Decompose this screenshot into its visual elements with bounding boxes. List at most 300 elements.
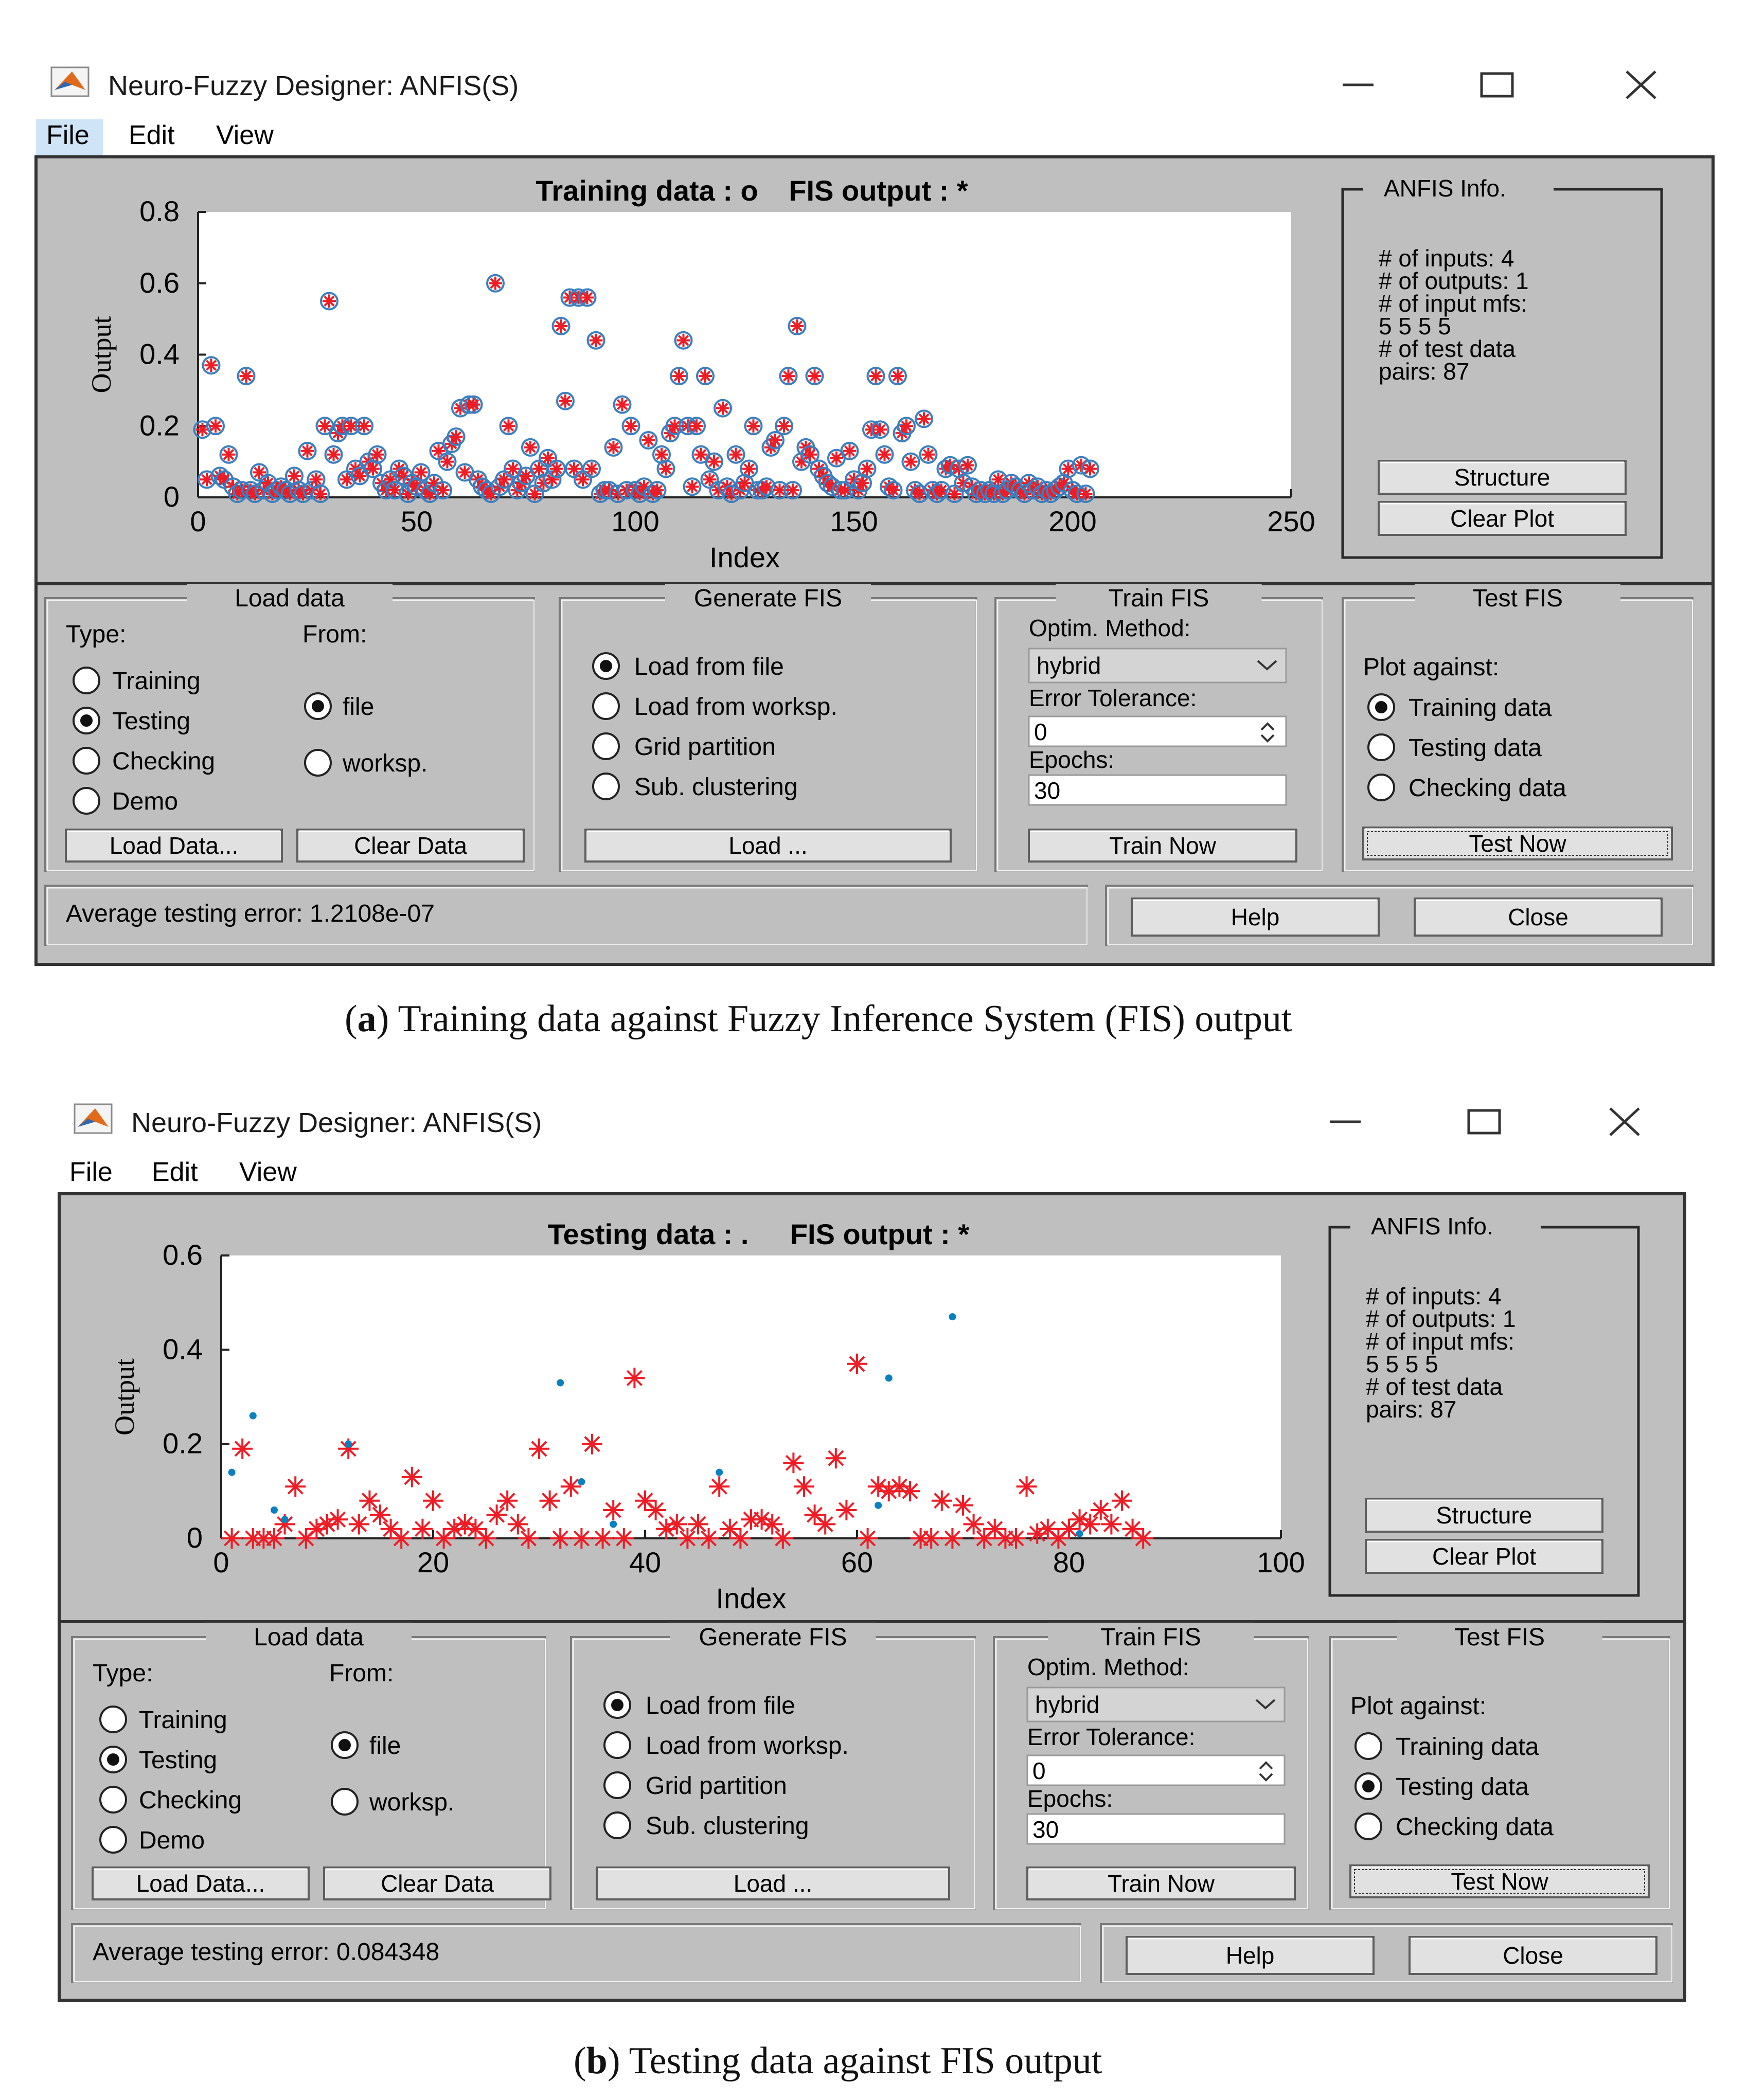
fis-output-point (742, 462, 756, 476)
fis-output-point (900, 419, 913, 433)
fis-output-point (904, 455, 918, 469)
source-radio-workspace[interactable] (332, 1789, 358, 1815)
y-tick-label: 0.4 (163, 1333, 203, 1366)
source-label: file (369, 1732, 401, 1760)
epochs-label: Epochs: (1029, 746, 1115, 773)
fis-output-point (773, 1528, 793, 1549)
fis-output-point (327, 448, 341, 461)
fis-output-point (489, 277, 502, 290)
fis-output-point (699, 1528, 719, 1549)
testing-point (610, 1521, 617, 1528)
fis-output-point (370, 1504, 390, 1525)
y-axis-label: Output (109, 1358, 140, 1436)
y-tick-label: 0 (186, 1521, 203, 1554)
fis-output-point (1091, 1500, 1111, 1520)
x-tick-label: 50 (400, 505, 433, 537)
type-radio-testing-dot (107, 1753, 119, 1766)
fis-output-point (581, 291, 594, 304)
train-fis-panel-title: Train FIS (1100, 1624, 1201, 1651)
fis-output-point (590, 334, 603, 347)
clear-plot-button-label: Clear Plot (1450, 505, 1554, 532)
error-tolerance-label: Error Tolerance: (1029, 685, 1197, 711)
testing-point (949, 1313, 956, 1320)
generate-option-label: Load from file (634, 653, 784, 680)
average-testing-error: Average testing error: 0.084348 (93, 1939, 440, 1966)
fis-output-point (402, 1467, 422, 1487)
type-label-testing: Testing (139, 1747, 218, 1774)
x-axis-label: Index (716, 1582, 787, 1614)
fis-output-point (690, 419, 703, 433)
generate-radio-dot (600, 660, 612, 672)
fis-output-point (222, 1528, 242, 1549)
window-b-canvas (0, 1039, 1747, 2100)
load-data-panel-title: Load data (235, 585, 345, 612)
source-label: worksp. (343, 750, 428, 777)
caption-letter: a (357, 998, 377, 1039)
test-fis-panel-title: Test FIS (1454, 1624, 1545, 1651)
fis-output-point (786, 483, 799, 497)
caption-body: Training data against Fuzzy Inference System (FIS) output (389, 998, 1292, 1039)
train-now-button-label: Train Now (1108, 1870, 1215, 1897)
fis-output-point (642, 434, 655, 447)
generate-radio-dot (611, 1699, 623, 1711)
fis-output-point (328, 1509, 348, 1530)
x-tick-label: 20 (417, 1546, 450, 1578)
train-now-button-label: Train Now (1109, 832, 1216, 859)
testing-point (281, 1516, 289, 1523)
close-button-label: Close (1503, 1942, 1563, 1969)
fis-output-point (961, 459, 974, 472)
type-radio-demo[interactable] (100, 1827, 126, 1853)
clear-data-button[interactable] (324, 1868, 550, 1899)
generate-option-label: Grid partition (646, 1772, 787, 1800)
fis-output-point (391, 1528, 412, 1549)
help-button-label: Help (1231, 904, 1280, 930)
fis-output-point (467, 398, 480, 411)
type-radio-checking[interactable] (100, 1787, 126, 1812)
menu-edit[interactable]: Edit (152, 1157, 198, 1187)
anfis-info-line: # of outputs: 1 (1366, 1305, 1516, 1332)
average-testing-error: Average testing error: 1.2108e-07 (66, 900, 435, 927)
x-tick-label: 200 (1048, 505, 1097, 537)
anfis-info-line: # of inputs: 4 (1366, 1283, 1502, 1309)
plot-title-left: Testing data : . (547, 1218, 749, 1250)
fis-output-point (1083, 462, 1097, 476)
fis-output-point (783, 1452, 804, 1473)
plot-against-option: Checking data (1409, 775, 1566, 802)
menu-bar (36, 119, 274, 155)
fis-output-point (412, 1519, 433, 1539)
fis-output-point (603, 1500, 623, 1520)
plot-against-radio[interactable] (1356, 1733, 1381, 1759)
testing-point (228, 1469, 236, 1476)
anfis-info-line: # of input mfs: (1379, 290, 1527, 317)
structure-button[interactable] (1379, 461, 1626, 494)
fis-output-point (677, 334, 690, 347)
load-data-button-label: Load Data... (109, 832, 239, 859)
fis-output-point (887, 483, 900, 497)
plot-against-radio[interactable] (1368, 775, 1394, 800)
fis-output-point (529, 1439, 549, 1459)
x-tick-label: 150 (830, 505, 878, 537)
source-radio-file-dot (338, 1739, 351, 1751)
fis-output-point (858, 1528, 878, 1549)
fis-output-point (815, 1514, 835, 1535)
fis-output-point (518, 1528, 539, 1549)
caption-text: (b) Testing data against FIS output (574, 2040, 1102, 2082)
fis-output-point (614, 1528, 634, 1549)
title-bar (51, 67, 1655, 101)
x-tick-label: 100 (611, 505, 659, 537)
testing-point (716, 1469, 723, 1476)
window-title: Neuro-Fuzzy Designer: ANFIS(S) (131, 1107, 542, 1138)
clear-data-button-label: Clear Data (381, 1870, 494, 1897)
load-data-panel-title: Load data (254, 1624, 364, 1651)
close-button-label: Close (1508, 904, 1568, 930)
generate-load-button-label: Load ... (733, 1870, 813, 1897)
load-data-button[interactable] (93, 1868, 309, 1899)
fis-output-point (366, 462, 380, 476)
fis-output-point (502, 419, 515, 433)
fis-output-point (677, 1528, 698, 1549)
y-tick-label: 0.6 (163, 1239, 203, 1271)
generate-radio[interactable] (593, 733, 619, 759)
train-fis-panel-title: Train FIS (1108, 585, 1209, 612)
fis-output-point (794, 1476, 814, 1497)
error-tolerance-input[interactable] (1029, 716, 1286, 746)
fis-output-point (791, 319, 804, 333)
x-tick-label: 0 (213, 1546, 229, 1578)
generate-fis-panel-title: Generate FIS (699, 1624, 847, 1651)
plot-against-radio[interactable] (1368, 734, 1394, 760)
fis-output-point (508, 1514, 528, 1535)
fis-output-point (323, 294, 336, 308)
type-label: Type: (66, 621, 127, 648)
test-now-button-label: Test Now (1469, 830, 1566, 857)
testing-point (1076, 1530, 1083, 1537)
plot-against-option: Training data (1396, 1733, 1539, 1761)
fis-output-point (878, 448, 892, 461)
menu-view[interactable]: View (216, 120, 274, 150)
generate-option-label: Load from worksp. (646, 1732, 849, 1760)
fis-output-point (371, 448, 384, 461)
fis-output-point (559, 394, 572, 408)
plot-against-label: Plot against: (1350, 1693, 1487, 1720)
fis-output-point (285, 1476, 306, 1497)
generate-option-label: Load from worksp. (634, 693, 837, 721)
x-tick-label: 80 (1053, 1546, 1085, 1578)
maximize-icon[interactable] (1482, 74, 1512, 96)
x-tick-label: 100 (1257, 1546, 1305, 1578)
fis-output-point (651, 483, 664, 497)
fis-output-point (922, 448, 935, 461)
testing-point (875, 1502, 882, 1509)
fis-output-point (874, 423, 887, 436)
plot-against-option: Checking data (1396, 1814, 1554, 1841)
epochs-value: 30 (1032, 1816, 1059, 1843)
menu-bar (69, 1157, 297, 1187)
clear-data-button[interactable] (297, 830, 524, 861)
fis-output-point (672, 369, 686, 383)
epochs-input[interactable] (1027, 1814, 1285, 1844)
anfis-info-line: 5 5 5 5 (1366, 1351, 1438, 1377)
fis-output-point (843, 444, 857, 458)
x-tick-label: 0 (190, 505, 206, 537)
fis-output-point (942, 1528, 962, 1549)
close-button[interactable] (1415, 899, 1662, 936)
clear-data-button-label: Clear Data (354, 832, 467, 859)
fis-output-point (777, 419, 791, 433)
fis-output-point (582, 1434, 602, 1455)
generate-radio[interactable] (604, 1732, 630, 1758)
plot-against-radio-dot (1375, 701, 1387, 713)
maximize-icon[interactable] (1469, 1110, 1500, 1133)
fis-output-point (769, 434, 782, 447)
structure-button-label: Structure (1436, 1502, 1532, 1529)
fis-output-point (555, 319, 568, 333)
fis-output-point (550, 1528, 571, 1549)
plot-against-option: Testing data (1409, 734, 1542, 762)
caption-text: (a) Training data against Fuzzy Inference System (FIS) output (345, 998, 1292, 1039)
plot-against-option: Testing data (1396, 1773, 1529, 1801)
help-button[interactable] (1127, 1937, 1374, 1974)
fis-output-point (847, 1354, 867, 1374)
type-label-checking: Checking (112, 748, 216, 775)
fis-output-point (209, 419, 222, 433)
type-label-training: Training (139, 1707, 227, 1734)
fis-output-point (686, 480, 699, 493)
fis-output-point (646, 1500, 666, 1520)
menu-file[interactable]: File (69, 1157, 113, 1187)
generate-load-button-label: Load ... (728, 832, 808, 859)
fis-output-point (624, 1368, 645, 1388)
fis-output-point (436, 483, 450, 497)
generate-radio[interactable] (593, 693, 619, 719)
fis-output-point (747, 419, 760, 433)
menu-file[interactable]: File (46, 120, 90, 150)
type-radio-demo[interactable] (74, 788, 99, 814)
testing-point (578, 1478, 585, 1485)
fis-output-point (625, 419, 638, 433)
generate-fis-panel-title: Generate FIS (693, 585, 843, 612)
plot-against-radio-dot (1362, 1780, 1375, 1792)
fis-output-point (1079, 487, 1093, 500)
generate-load-button[interactable] (597, 1868, 949, 1899)
fis-output-point (288, 469, 301, 482)
fis-output-point (310, 473, 323, 486)
fis-output-point (699, 369, 712, 383)
fis-output-point (917, 412, 931, 425)
clear-plot-button[interactable] (1366, 1540, 1602, 1573)
generate-radio[interactable] (593, 774, 619, 799)
fis-output-point (932, 1491, 952, 1511)
caption-letter: b (586, 2040, 608, 2082)
y-axis-label: Output (86, 316, 117, 393)
generate-option-label: Sub. clustering (634, 774, 798, 801)
y-tick-label: 0.4 (139, 337, 180, 370)
help-button[interactable] (1132, 899, 1379, 936)
fis-output-point (487, 1504, 507, 1525)
type-radio-testing-dot (80, 714, 93, 727)
error-tolerance-label: Error Tolerance: (1027, 1724, 1196, 1750)
fis-output-point (1101, 1514, 1121, 1535)
fis-output-point (808, 369, 822, 383)
x-tick-label: 60 (841, 1546, 874, 1578)
fis-output-point (826, 1448, 846, 1468)
type-label-checking: Checking (139, 1787, 242, 1814)
fis-output-point (561, 1476, 581, 1497)
anfis-info-line: pairs: 87 (1366, 1396, 1457, 1423)
fis-output-point (423, 1491, 443, 1511)
train-now-button[interactable] (1029, 830, 1296, 861)
test-now-button[interactable] (1350, 1865, 1649, 1897)
epochs-input[interactable] (1029, 775, 1286, 805)
plot-against-radio[interactable] (1356, 1814, 1381, 1839)
type-radio-training[interactable] (100, 1707, 126, 1732)
generate-load-button[interactable] (585, 830, 951, 861)
testing-point (885, 1374, 893, 1381)
fis-output-point (222, 448, 236, 461)
fis-output-point (861, 462, 874, 476)
figure-caption (574, 2040, 1102, 2082)
close-button[interactable] (1410, 1937, 1656, 1974)
fis-output-point (730, 1528, 751, 1549)
type-label-demo: Demo (112, 788, 179, 815)
fis-output-point (891, 369, 904, 383)
y-tick-label: 0.6 (139, 266, 180, 299)
fis-output-point (782, 369, 795, 383)
generate-radio[interactable] (604, 1772, 630, 1798)
fis-output-point (264, 1528, 284, 1549)
fis-output-point (1133, 1528, 1153, 1549)
optim-method-value: hybrid (1035, 1691, 1100, 1718)
type-label-demo: Demo (139, 1827, 205, 1854)
source-label: file (343, 693, 375, 721)
anfis-info-line: # of input mfs: (1366, 1328, 1514, 1355)
epochs-label: Epochs: (1027, 1785, 1113, 1812)
help-button-label: Help (1225, 1942, 1275, 1969)
fis-output-point (616, 398, 629, 411)
fis-output-point (571, 1528, 592, 1549)
y-tick-label: 0.2 (139, 409, 180, 442)
type-label: Type: (93, 1660, 153, 1687)
fis-output-point (716, 402, 729, 415)
anfis-info-title: ANFIS Info. (1384, 175, 1506, 202)
fis-output-point (667, 1514, 687, 1535)
source-radio-workspace[interactable] (305, 750, 331, 776)
epochs-value: 30 (1034, 777, 1061, 804)
fis-output-point (659, 462, 673, 476)
fis-output-point (524, 441, 537, 454)
caption-body: Testing data against FIS output (620, 2040, 1102, 2082)
error-tolerance-input[interactable] (1027, 1755, 1285, 1785)
fis-output-point (709, 1476, 729, 1497)
generate-option-label: Load from file (646, 1692, 795, 1719)
y-tick-label: 0 (163, 480, 180, 513)
anfis-info-line: # of test data (1379, 335, 1516, 362)
clear-plot-button[interactable] (1379, 502, 1626, 535)
testing-point (345, 1441, 352, 1448)
optim-method-label: Optim. Method: (1027, 1654, 1189, 1680)
fis-output-point (964, 1514, 984, 1535)
x-tick-label: 40 (629, 1546, 662, 1578)
anfis-info-line: # of outputs: 1 (1379, 267, 1529, 294)
menu-view[interactable]: View (239, 1157, 297, 1187)
close-window-icon[interactable] (1627, 71, 1655, 98)
fis-output-point (921, 1528, 941, 1549)
close-window-icon[interactable] (1610, 1108, 1639, 1135)
test-now-button-label: Test Now (1451, 1868, 1548, 1895)
fis-output-point (585, 462, 598, 476)
fis-output-point (205, 358, 218, 372)
anfis-info-line: # of test data (1366, 1373, 1503, 1400)
y-tick-label: 0.8 (139, 195, 180, 227)
y-tick-label: 0.2 (163, 1427, 203, 1460)
test-now-button[interactable] (1363, 828, 1672, 859)
source-radio-file-dot (312, 700, 324, 712)
fis-output-point (540, 1491, 560, 1511)
fis-output-point (232, 1439, 253, 1459)
structure-button[interactable] (1366, 1499, 1602, 1532)
from-label: From: (302, 621, 367, 648)
plot-title-right: FIS output : * (789, 174, 968, 207)
fis-output-point (415, 465, 428, 479)
menu-edit[interactable]: Edit (129, 120, 175, 150)
fis-output-point (869, 369, 883, 383)
fis-output-point (359, 1491, 380, 1511)
type-radio-checking[interactable] (74, 748, 99, 774)
train-now-button[interactable] (1027, 1868, 1295, 1899)
fis-output-point (240, 369, 253, 383)
fis-output-point (1080, 1514, 1100, 1535)
plot-against-option: Training data (1409, 694, 1552, 722)
title-bar (75, 1104, 1639, 1138)
x-tick-label: 250 (1267, 505, 1315, 537)
type-label-testing: Testing (112, 708, 191, 735)
load-data-button[interactable] (66, 830, 282, 861)
anfis-info-line: # of inputs: 4 (1379, 245, 1514, 272)
fis-output-point (953, 1495, 973, 1516)
fis-output-point (707, 455, 721, 469)
fis-output-point (836, 1500, 857, 1520)
testing-point (557, 1379, 564, 1387)
fis-output-point (314, 487, 327, 500)
testing-point (249, 1412, 257, 1420)
fis-output-point (607, 441, 620, 454)
fis-output-point (441, 455, 454, 469)
plot-title-left: Training data : o (536, 174, 758, 207)
fis-output-point (688, 1514, 708, 1535)
plot-title-right: FIS output : * (790, 1218, 970, 1250)
structure-button-label: Structure (1454, 464, 1550, 491)
window-title: Neuro-Fuzzy Designer: ANFIS(S) (108, 70, 519, 101)
source-label: worksp. (369, 1789, 455, 1816)
error-tolerance-value: 0 (1032, 1757, 1046, 1784)
fis-output-point (301, 444, 314, 458)
fis-output-point (550, 462, 563, 476)
type-radio-training[interactable] (74, 668, 99, 693)
fis-output-point (729, 448, 743, 461)
fis-output-point (762, 1514, 782, 1535)
fis-output-point (856, 476, 869, 490)
window-a-canvas (0, 0, 1747, 1039)
fis-output-point (593, 1528, 613, 1549)
testing-point (271, 1506, 278, 1514)
fis-output-point (450, 430, 463, 443)
fis-output-point (349, 1514, 369, 1535)
fis-output-point (1006, 1528, 1026, 1549)
generate-radio[interactable] (604, 1812, 630, 1838)
